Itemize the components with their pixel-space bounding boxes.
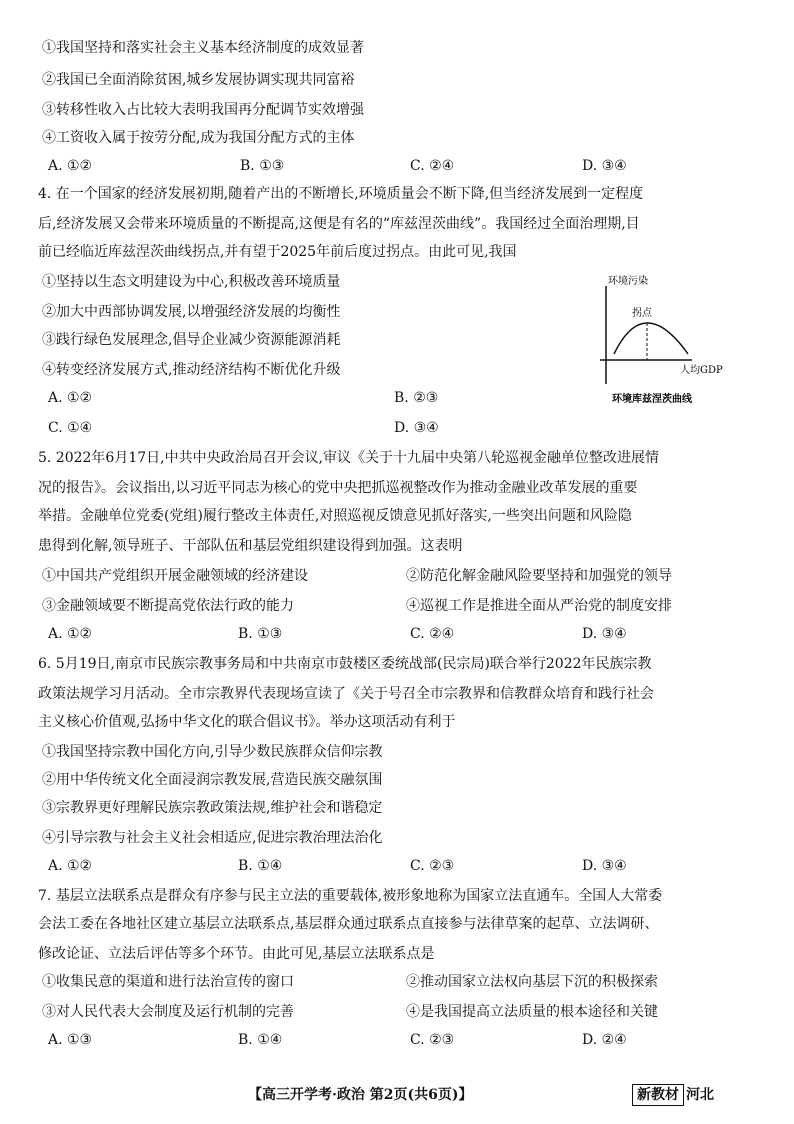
- q5-stem-line-2: 况的报告》。会议指出,以习近平同志为核心的党中央把抓巡视整改作为推动金融业改革发展的重要: [38, 480, 638, 496]
- q7-stem-line-3: 修改论证、立法后评估等多个环节。由此可见,基层立法联系点是: [38, 946, 435, 962]
- page-footer: [0, 1084, 794, 1106]
- q5-item-1: ①中国共产党组织开展金融领域的经济建设: [42, 568, 308, 584]
- q3-item-3: ③转移性收入占比较大表明我国再分配调节实效增强: [42, 102, 364, 118]
- q6-option-c[interactable]: C. ②③: [410, 858, 455, 874]
- q5-option-b[interactable]: B. ①③: [238, 626, 283, 642]
- footer-text: 【高三开学考·政治 第2页(共6页)】: [248, 1087, 473, 1103]
- q3-item-2: ②我国已全面消除贫困,城乡发展协调实现共同富裕: [42, 72, 355, 88]
- q7-stem-line-1: 7. 基层立法联系点是群众有序参与民主立法的重要载体,被形象地称为国家立法直通车。全国人大常委: [38, 888, 663, 904]
- q7-items-row-2: [42, 1002, 758, 1022]
- q6-option-b[interactable]: B. ①④: [238, 858, 283, 874]
- q4-stem-line-1: 4. 在一个国家的经济发展初期,随着产出的不断增长,环境质量会不断下降,但当经济发展到一定程度: [38, 186, 644, 202]
- y-axis-label: 环境污染: [608, 276, 648, 287]
- q3-option-c[interactable]: C. ②④: [410, 158, 455, 174]
- q5-stem-line-4: 患得到化解,领导班子、干部队伍和基层党组织建设得到加强。这表明: [38, 538, 463, 554]
- q3-item-4: ④工资收入属于按劳分配,成为我国分配方式的主体: [42, 130, 355, 146]
- q6-stem-line-3: 主义核心价值观,弘扬中华文化的联合倡议书》。举办这项活动有利于: [38, 714, 456, 730]
- q4-item-4: ④转变经济发展方式,推动经济结构不断优化升级: [42, 362, 341, 378]
- q3-option-a[interactable]: A. ①②: [48, 158, 93, 174]
- q7-item-3: ③对人民代表大会制度及运行机制的完善: [42, 1004, 294, 1020]
- kuznets-curve: [614, 323, 688, 354]
- q4-option-b[interactable]: B. ②③: [394, 390, 439, 406]
- q5-options: [42, 624, 762, 644]
- q5-stem-line-3: 举措。金融单位党委(党组)履行整改主体责任,对照巡视反馈意见抓好落实,一些突出问题和风险隐: [38, 508, 632, 524]
- q5-stem-line-1: 5. 2022年6月17日,中共中央政治局召开会议,审议《关于十九届中央第八轮巡视金融单位整改进展情: [38, 450, 660, 466]
- q7-option-d[interactable]: D. ②④: [582, 1032, 627, 1048]
- q7-item-2: ②推动国家立法权向基层下沉的积极探索: [406, 974, 658, 990]
- q7-stem-line-2: 会法工委在各地社区建立基层立法联系点,基层群众通过联系点直接参与法律草案的起草、立法调研、: [38, 916, 659, 932]
- q4-item-1: ①坚持以生态文明建设为中心,积极改善环境质量: [42, 274, 341, 290]
- new-textbook-badge: 新教材: [632, 1084, 684, 1106]
- q4-options-row-2: [42, 418, 762, 438]
- q7-option-a[interactable]: A. ①③: [48, 1032, 93, 1048]
- q6-stem-line-2: 政策法规学习月活动。全市宗教界代表现场宣读了《关于号召全市宗教界和信教群众培育和践行社会: [38, 686, 654, 702]
- q6-item-3: ③宗教界更好理解民族宗教政策法规,维护社会和谐稳定: [42, 800, 383, 816]
- q4-item-3: ③践行绿色发展理念,倡导企业减少资源能源消耗: [42, 332, 341, 348]
- q3-item-1: ①我国坚持和落实社会主义基本经济制度的成效显著: [42, 40, 364, 56]
- q4-item-2: ②加大中西部协调发展,以增强经济发展的均衡性: [42, 304, 341, 320]
- q5-items-row-2: [42, 596, 758, 616]
- q7-item-4: ④是我国提高立法质量的根本途径和关键: [406, 1004, 658, 1020]
- q6-option-d[interactable]: D. ③④: [582, 858, 627, 874]
- figure-caption: 环境库兹涅茨曲线: [612, 394, 692, 405]
- q6-stem-line-1: 6. 5月19日,南京市民族宗教事务局和中共南京市鼓楼区委统战部(民宗局)联合举行2022年民族宗教: [38, 656, 652, 672]
- q3-options: [42, 156, 762, 176]
- q6-item-4: ④引导宗教与社会主义社会相适应,促进宗教治理法治化: [42, 830, 383, 846]
- province-label: 河北: [686, 1087, 714, 1103]
- q6-item-2: ②用中华传统文化全面浸润宗教发展,营造民族交融氛围: [42, 772, 383, 788]
- q3-option-d[interactable]: D. ③④: [582, 158, 627, 174]
- q7-options: [42, 1030, 762, 1050]
- q5-items-row-1: [42, 566, 758, 586]
- q5-option-d[interactable]: D. ③④: [582, 626, 627, 642]
- turning-point-label: 拐点: [632, 308, 652, 319]
- x-axis-label: 人均GDP: [680, 365, 723, 376]
- kuznets-curve-figure: [596, 272, 736, 408]
- q7-option-c[interactable]: C. ②③: [410, 1032, 455, 1048]
- q6-options: [42, 856, 762, 876]
- q5-item-3: ③金融领域要不断提高党依法行政的能力: [42, 598, 294, 614]
- q4-option-a[interactable]: A. ①②: [48, 390, 93, 406]
- q4-stem-line-2: 后,经济发展又会带来环境质量的不断提高,这便是有名的“库兹涅茨曲线”。我国经过全面治理期,目: [38, 216, 640, 232]
- q6-item-1: ①我国坚持宗教中国化方向,引导少数民族群众信仰宗教: [42, 744, 383, 760]
- q5-option-a[interactable]: A. ①②: [48, 626, 93, 642]
- q4-option-c[interactable]: C. ①④: [48, 420, 93, 436]
- q7-option-b[interactable]: B. ①④: [238, 1032, 283, 1048]
- q4-option-d[interactable]: D. ③④: [394, 420, 439, 436]
- q4-stem-line-3: 前已经临近库兹涅茨曲线拐点,并有望于2025年前后度过拐点。由此可见,我国: [38, 244, 517, 260]
- q7-item-1: ①收集民意的渠道和进行法治宣传的窗口: [42, 974, 294, 990]
- q5-option-c[interactable]: C. ②④: [410, 626, 455, 642]
- q7-items-row-1: [42, 972, 758, 992]
- q3-option-b[interactable]: B. ①③: [240, 158, 285, 174]
- q5-item-4: ④巡视工作是推进全面从严治党的制度安排: [406, 598, 672, 614]
- q5-item-2: ②防范化解金融风险要坚持和加强党的领导: [406, 568, 672, 584]
- q6-option-a[interactable]: A. ①②: [48, 858, 93, 874]
